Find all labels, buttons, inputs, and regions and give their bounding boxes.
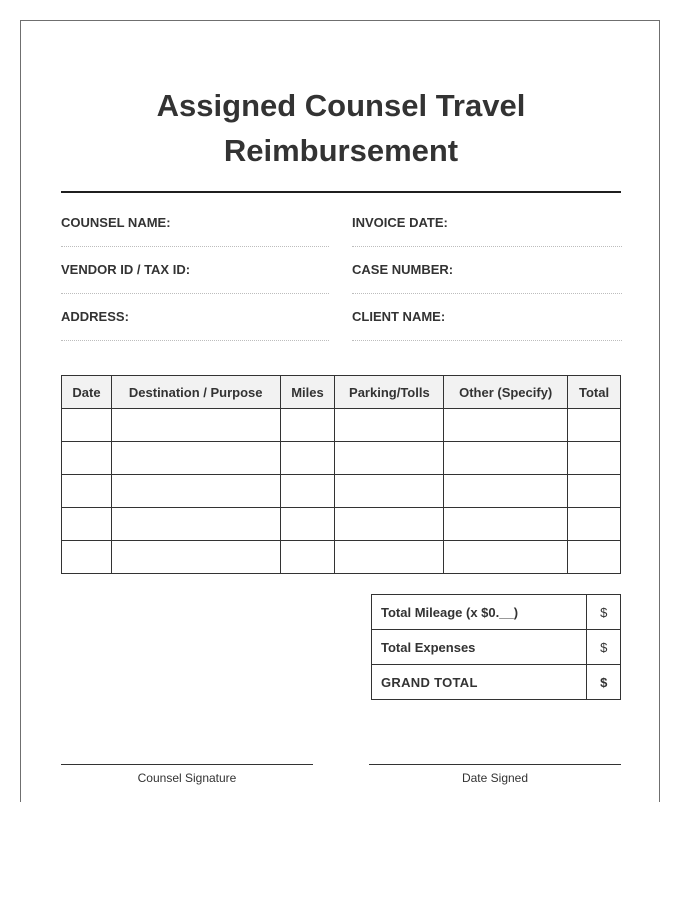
parking-cell[interactable] xyxy=(335,409,444,442)
date-signed-line[interactable] xyxy=(369,764,621,785)
date-signed-label: Date Signed xyxy=(461,771,529,785)
client-name-label: CLIENT NAME: xyxy=(352,309,446,324)
client-name-field[interactable] xyxy=(352,309,622,341)
date-cell[interactable] xyxy=(62,475,112,508)
total-expenses-value[interactable]: $ xyxy=(587,630,621,665)
date-cell[interactable] xyxy=(62,409,112,442)
other-cell[interactable] xyxy=(444,475,568,508)
grand-total-row xyxy=(372,665,621,700)
counsel-signature-label: Counsel Signature xyxy=(137,771,237,785)
table-row xyxy=(62,508,621,541)
vendor-id-label: VENDOR ID / TAX ID: xyxy=(61,262,191,277)
case-number-label: CASE NUMBER: xyxy=(352,262,454,277)
grand-total-value[interactable]: $ xyxy=(587,665,621,700)
miles-cell[interactable] xyxy=(280,409,335,442)
total-cell[interactable] xyxy=(568,442,621,475)
counsel-signature-line[interactable] xyxy=(61,764,313,785)
total-cell[interactable] xyxy=(568,475,621,508)
case-number-field[interactable] xyxy=(352,262,622,294)
date-cell[interactable] xyxy=(62,442,112,475)
miles-cell[interactable] xyxy=(280,541,335,574)
form-title xyxy=(21,83,661,173)
date-cell[interactable] xyxy=(62,508,112,541)
parking-cell[interactable] xyxy=(335,508,444,541)
other-cell[interactable] xyxy=(444,409,568,442)
invoice-date-label: INVOICE DATE: xyxy=(352,215,448,230)
miles-cell[interactable] xyxy=(280,475,335,508)
total-expenses-row xyxy=(372,630,621,665)
header-parking-tolls: Parking/Tolls xyxy=(335,376,444,409)
other-cell[interactable] xyxy=(444,508,568,541)
address-field[interactable] xyxy=(61,309,329,341)
miles-cell[interactable] xyxy=(280,508,335,541)
destination-cell[interactable] xyxy=(111,508,280,541)
header-other-specify: Other (Specify) xyxy=(444,376,568,409)
total-cell[interactable] xyxy=(568,508,621,541)
total-mileage-value[interactable]: $ xyxy=(587,595,621,630)
header-date: Date xyxy=(62,376,112,409)
destination-cell[interactable] xyxy=(111,541,280,574)
table-row xyxy=(62,541,621,574)
date-cell[interactable] xyxy=(62,541,112,574)
header-miles: Miles xyxy=(280,376,335,409)
expense-table-header xyxy=(62,376,621,409)
address-label: ADDRESS: xyxy=(61,309,129,324)
total-cell[interactable] xyxy=(568,409,621,442)
vendor-id-field[interactable] xyxy=(61,262,329,294)
form-title-line-2: Reimbursement xyxy=(223,133,459,168)
form-title-line-1: Assigned Counsel Travel xyxy=(156,88,526,123)
totals-table xyxy=(371,594,621,700)
destination-cell[interactable] xyxy=(111,442,280,475)
other-cell[interactable] xyxy=(444,541,568,574)
title-divider xyxy=(61,191,621,193)
parking-cell[interactable] xyxy=(335,541,444,574)
invoice-date-field[interactable] xyxy=(352,215,622,247)
grand-total-label: GRAND TOTAL xyxy=(372,665,587,700)
expense-table xyxy=(61,375,621,574)
parking-cell[interactable] xyxy=(335,475,444,508)
total-cell[interactable] xyxy=(568,541,621,574)
miles-cell[interactable] xyxy=(280,442,335,475)
total-mileage-label: Total Mileage (x $0.__) xyxy=(372,595,587,630)
counsel-name-field[interactable] xyxy=(61,215,329,247)
reimbursement-form xyxy=(20,20,660,802)
header-total: Total xyxy=(568,376,621,409)
header-destination-purpose: Destination / Purpose xyxy=(111,376,280,409)
counsel-name-label: COUNSEL NAME: xyxy=(61,215,171,230)
parking-cell[interactable] xyxy=(335,442,444,475)
destination-cell[interactable] xyxy=(111,475,280,508)
total-expenses-label: Total Expenses xyxy=(372,630,587,665)
other-cell[interactable] xyxy=(444,442,568,475)
total-mileage-row xyxy=(372,595,621,630)
destination-cell[interactable] xyxy=(111,409,280,442)
table-row xyxy=(62,409,621,442)
table-row xyxy=(62,442,621,475)
table-row xyxy=(62,475,621,508)
